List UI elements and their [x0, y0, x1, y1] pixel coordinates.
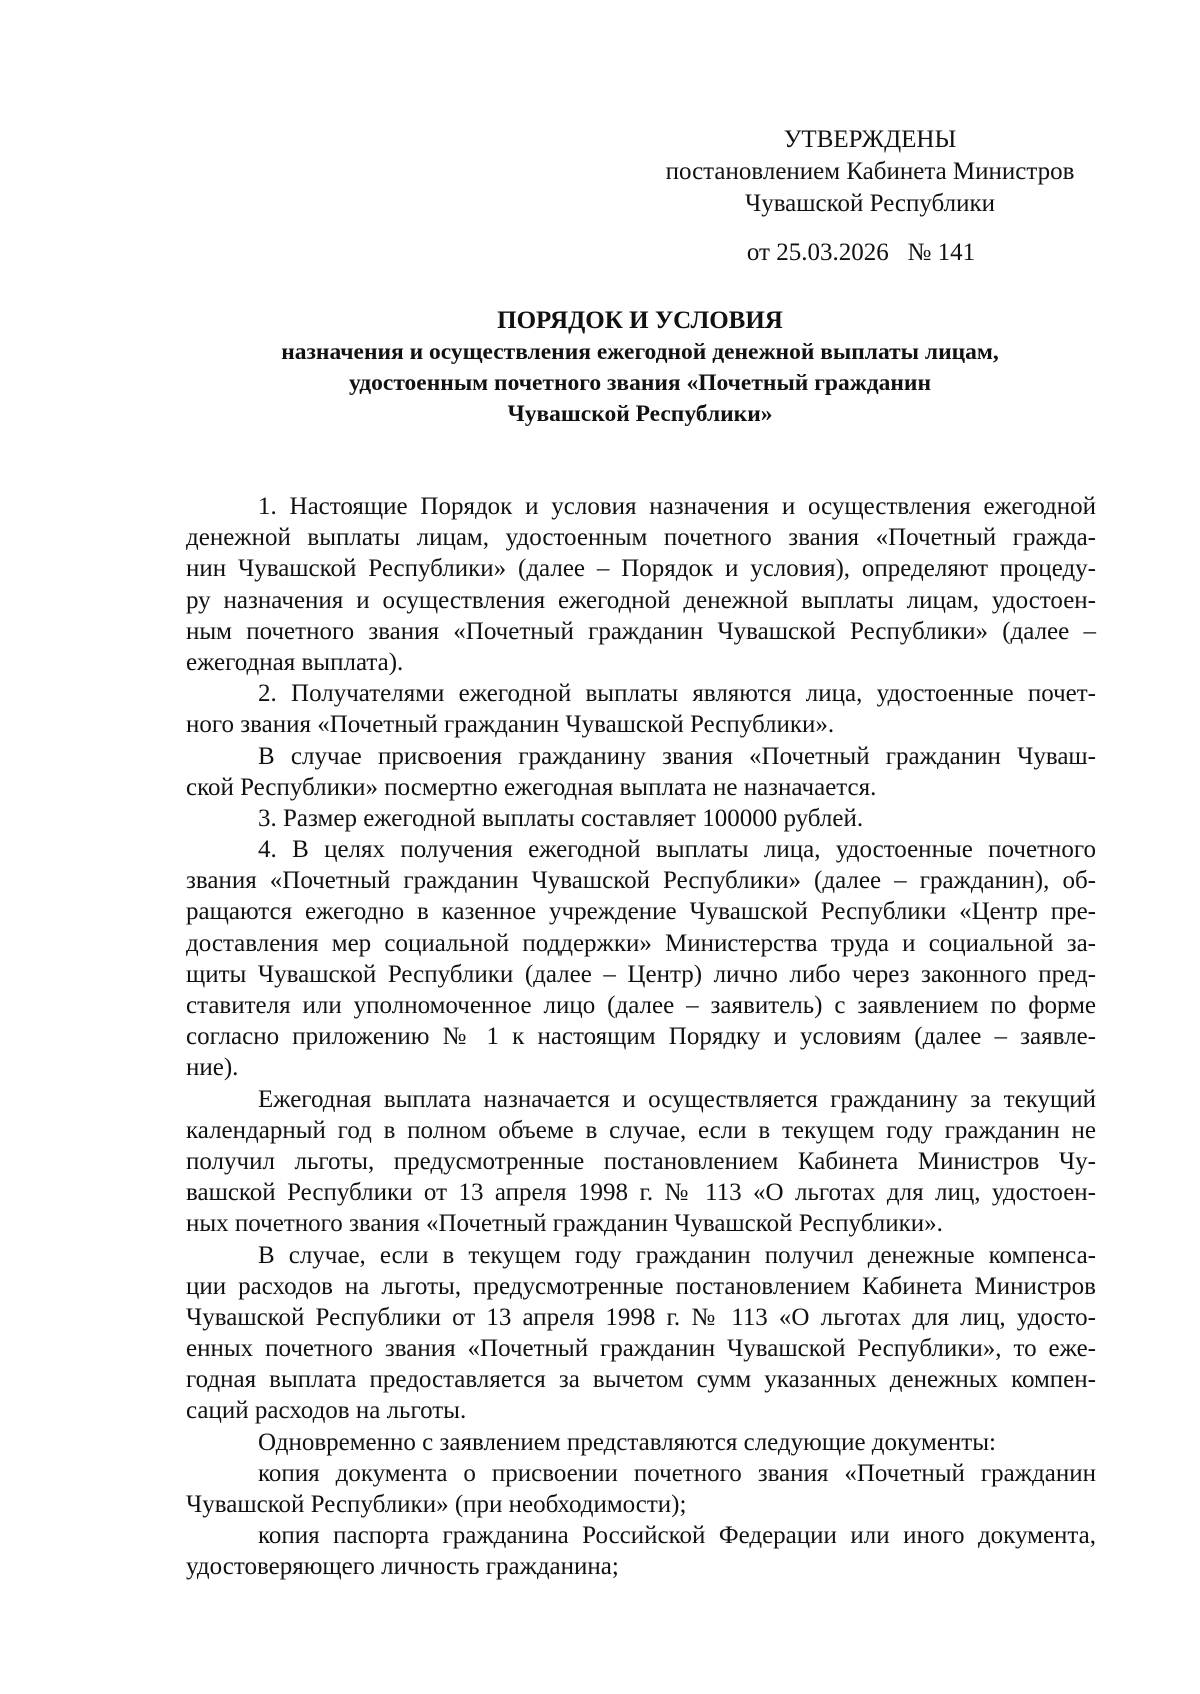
document-body: [186, 491, 1096, 1583]
body-line: годная выплата предоставляется за вычетом сумм указанных денежных компен-: [186, 1366, 1096, 1394]
body-line: Чувашской Республики» (при необходимости);: [186, 1491, 687, 1518]
body-line: ние).: [186, 1054, 239, 1082]
approval-line-2: Чувашской Республики: [744, 190, 996, 217]
body-line: получил льготы, предусмотренные постановлением Кабинета Министров Чу-: [186, 1147, 1096, 1175]
heading-sub-3: Чувашской Республики»: [507, 401, 773, 427]
approval-number: № 141: [907, 239, 976, 266]
heading-sub-1: назначения и осуществления ежегодной денежной выплаты лицам,: [281, 339, 999, 365]
approval-stamp-block: [640, 124, 1100, 269]
body-line: согласно приложению № 1 к настоящим Порядку и условиям (далее – заявле-: [186, 1023, 1096, 1051]
body-line: Одновременно с заявлением представляются следующие документы:: [258, 1428, 996, 1456]
document-heading: [150, 304, 1130, 430]
body-line: енных почетного звания «Почетный гражданин Чувашской Республики», то еже-: [186, 1335, 1096, 1363]
body-line: Чувашской Республики от 13 апреля 1998 г. № 113 «О льготах для лиц, удосто-: [186, 1303, 1096, 1331]
heading-main: ПОРЯДОК И УСЛОВИЯ: [497, 307, 783, 334]
body-line: 3. Размер ежегодной выплаты составляет 100000 рублей.: [258, 804, 864, 832]
body-line: 4. В целях получения ежегодной выплаты лица, удостоенные почетного: [258, 836, 1096, 864]
body-line: ской Республики» посмертно ежегодная выплата не назначается.: [186, 773, 877, 801]
body-line: удостоверяющего личность гражданина;: [186, 1553, 619, 1581]
approval-title: УТВЕРЖДЕНЫ: [783, 126, 957, 153]
body-line: В случае, если в текущем году гражданин получил денежные компенса-: [258, 1241, 1096, 1269]
body-line: нин Чувашской Республики» (далее – Порядок и условия), определяют процеду-: [186, 555, 1096, 583]
body-line: саций расходов на льготы.: [186, 1397, 467, 1425]
approval-line-1: постановлением Кабинета Министров: [665, 158, 1075, 185]
body-line: ру назначения и осуществления ежегодной денежной выплаты лицам, удостоен-: [186, 586, 1096, 614]
approval-date-line: [622, 237, 1100, 269]
body-line: 2. Получателями ежегодной выплаты являются лица, удостоенные почет-: [258, 680, 1096, 708]
approval-date: от 25.03.2026: [746, 239, 889, 266]
body-line: ным почетного звания «Почетный гражданин Чувашской Республики» (далее –: [186, 617, 1096, 645]
body-line: ставителя или уполномоченное лицо (далее – заявитель) с заявлением по форме: [186, 992, 1096, 1019]
body-line: 1. Настоящие Порядок и условия назначения и осуществления ежегодной: [258, 493, 1096, 520]
body-line: денежной выплаты лицам, удостоенным почетного звания «Почетный гражда-: [186, 524, 1096, 552]
body-line: ращаются ежегодно в казенное учреждение Чувашской Республики «Центр пре-: [186, 898, 1096, 926]
body-line: ных почетного звания «Почетный гражданин Чувашской Республики».: [186, 1210, 943, 1238]
body-line: копия документа о присвоении почетного звания «Почетный гражданин: [258, 1459, 1096, 1487]
body-line: ежегодная выплата).: [186, 648, 404, 676]
body-line: ного звания «Почетный гражданин Чувашской Республики».: [186, 711, 835, 739]
body-line: В случае присвоения гражданину звания «Почетный гражданин Чуваш-: [258, 742, 1096, 770]
heading-sub-2: удостоенным почетного звания «Почетный гражданин: [348, 370, 931, 396]
body-line: доставления мер социальной поддержки» Министерства труда и социальной за-: [186, 929, 1096, 957]
body-line: звания «Почетный гражданин Чувашской Республики» (далее – гражданин), об-: [186, 867, 1096, 895]
body-line: копия паспорта гражданина Российской Федерации или иного документа,: [258, 1522, 1096, 1550]
body-line: щиты Чувашской Республики (далее – Центр) лично либо через законного пред-: [186, 960, 1096, 988]
body-line: вашской Республики от 13 апреля 1998 г. № 113 «О льготах для лиц, удостоен-: [186, 1179, 1096, 1207]
body-line: ции расходов на льготы, предусмотренные постановлением Кабинета Министров: [186, 1272, 1096, 1300]
body-line: Ежегодная выплата назначается и осуществляется гражданину за текущий: [258, 1085, 1096, 1113]
body-line: календарный год в полном объеме в случае, если в текущем году гражданин не: [186, 1116, 1096, 1144]
